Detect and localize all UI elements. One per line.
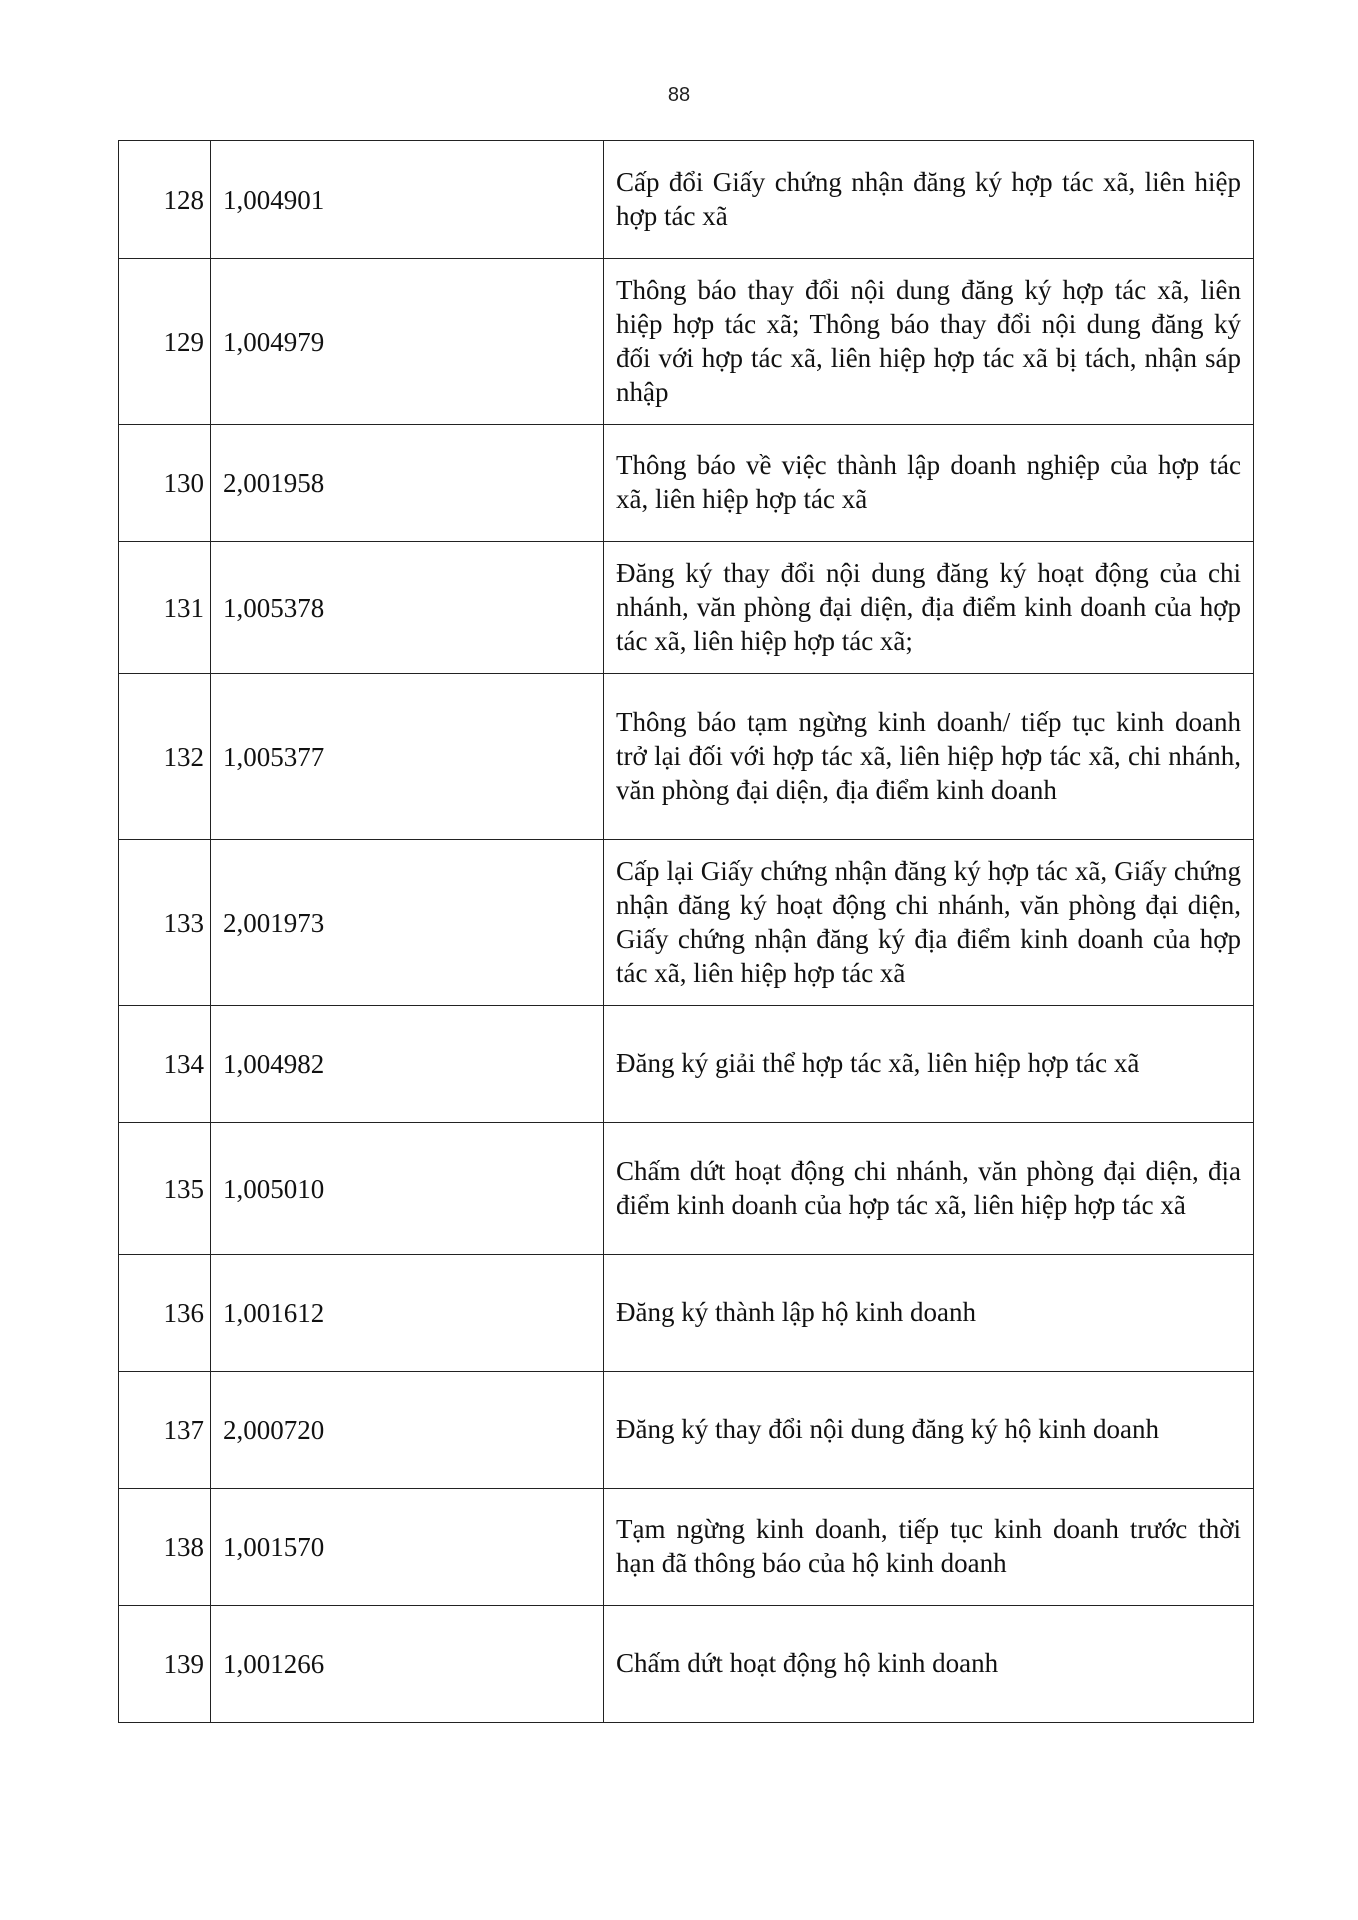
procedure-code: 1,005378	[211, 542, 604, 674]
procedure-name: Đăng ký thay đổi nội dung đăng ký hoạt động của chi nhánh, văn phòng đại diện, địa điểm kinh doanh của hợp tác xã, liên hiệp hợp tác xã;	[604, 542, 1254, 674]
procedure-code: 1,004901	[211, 141, 604, 259]
procedure-code: 1,001266	[211, 1606, 604, 1723]
procedure-name: Cấp đổi Giấy chứng nhận đăng ký hợp tác xã, liên hiệp hợp tác xã	[604, 141, 1254, 259]
procedure-code: 2,001973	[211, 840, 604, 1006]
table-row	[119, 1606, 1254, 1723]
row-number: 130	[119, 425, 211, 542]
table-row	[119, 259, 1254, 425]
table-row	[119, 674, 1254, 840]
table-row	[119, 542, 1254, 674]
row-number: 129	[119, 259, 211, 425]
page-number: 88	[667, 84, 691, 106]
procedure-code: 1,005377	[211, 674, 604, 840]
procedure-code: 2,000720	[211, 1372, 604, 1489]
procedure-code: 1,001612	[211, 1255, 604, 1372]
row-number: 136	[119, 1255, 211, 1372]
table-row	[119, 1372, 1254, 1489]
row-number: 139	[119, 1606, 211, 1723]
procedure-name: Đăng ký thay đổi nội dung đăng ký hộ kinh doanh	[604, 1372, 1254, 1489]
row-number: 131	[119, 542, 211, 674]
procedure-code: 1,004982	[211, 1006, 604, 1123]
table-row	[119, 425, 1254, 542]
procedure-code: 2,001958	[211, 425, 604, 542]
row-number: 133	[119, 840, 211, 1006]
table-row	[119, 1006, 1254, 1123]
procedure-name: Chấm dứt hoạt động chi nhánh, văn phòng đại diện, địa điểm kinh doanh của hợp tác xã, liên hiệp hợp tác xã	[604, 1123, 1254, 1255]
procedure-table	[118, 140, 1254, 1723]
procedure-code: 1,004979	[211, 259, 604, 425]
procedure-name: Thông báo về việc thành lập doanh nghiệp của hợp tác xã, liên hiệp hợp tác xã	[604, 425, 1254, 542]
row-number: 134	[119, 1006, 211, 1123]
procedure-name: Thông báo tạm ngừng kinh doanh/ tiếp tục kinh doanh trở lại đối với hợp tác xã, liên hiệp hợp tác xã, chi nhánh, văn phòng đại diện, địa điểm kinh doanh	[604, 674, 1254, 840]
procedure-name: Tạm ngừng kinh doanh, tiếp tục kinh doanh trước thời hạn đã thông báo của hộ kinh doanh	[604, 1489, 1254, 1606]
procedure-code: 1,001570	[211, 1489, 604, 1606]
procedure-name: Chấm dứt hoạt động hộ kinh doanh	[604, 1606, 1254, 1723]
table-row	[119, 1489, 1254, 1606]
row-number: 135	[119, 1123, 211, 1255]
table-row	[119, 1123, 1254, 1255]
row-number: 138	[119, 1489, 211, 1606]
row-number: 132	[119, 674, 211, 840]
procedure-name: Đăng ký giải thể hợp tác xã, liên hiệp hợp tác xã	[604, 1006, 1254, 1123]
row-number: 137	[119, 1372, 211, 1489]
procedure-name: Cấp lại Giấy chứng nhận đăng ký hợp tác xã, Giấy chứng nhận đăng ký hoạt động chi nhánh, văn phòng đại diện, Giấy chứng nhận đăng ký địa điểm kinh doanh của hợp tác xã, liên hiệp hợp tác xã	[604, 840, 1254, 1006]
table-row	[119, 1255, 1254, 1372]
procedure-name: Đăng ký thành lập hộ kinh doanh	[604, 1255, 1254, 1372]
table-row	[119, 141, 1254, 259]
table-row	[119, 840, 1254, 1006]
procedure-code: 1,005010	[211, 1123, 604, 1255]
row-number: 128	[119, 141, 211, 259]
procedure-name: Thông báo thay đổi nội dung đăng ký hợp tác xã, liên hiệp hợp tác xã; Thông báo thay đổi nội dung đăng ký đối với hợp tác xã, liên hiệp hợp tác xã bị tách, nhận sáp nhập	[604, 259, 1254, 425]
